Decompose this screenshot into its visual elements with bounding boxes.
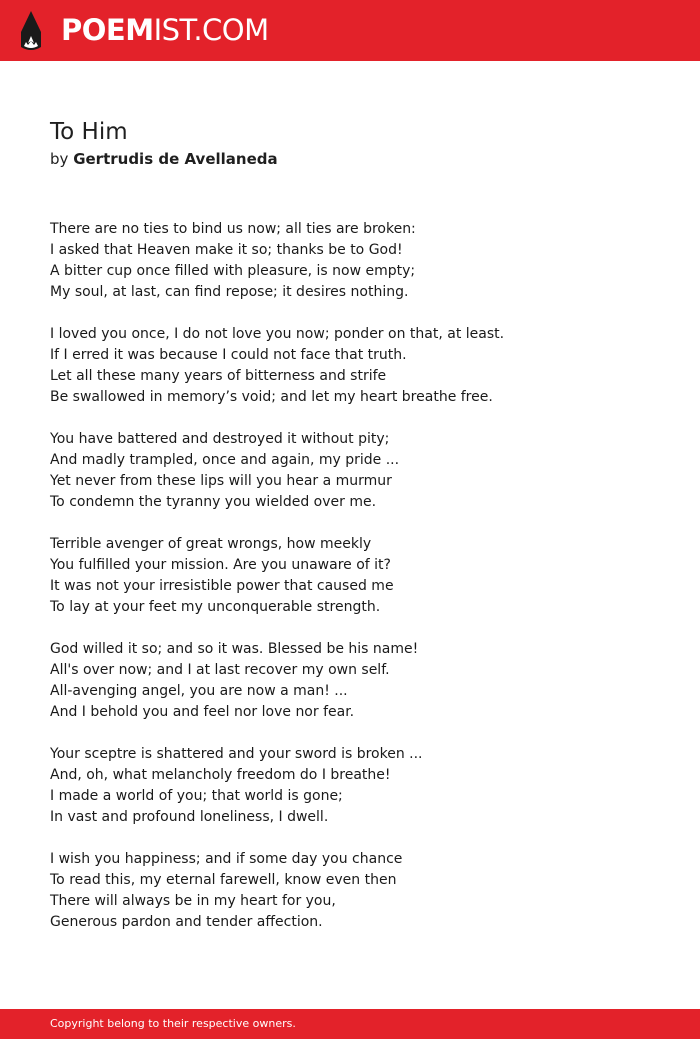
poem-title: To Him: [50, 119, 128, 145]
poem-line: In vast and profound loneliness, I dwell.: [50, 809, 329, 825]
poem-line: To lay at your feet my unconquerable strength.: [50, 599, 381, 615]
byline: [50, 149, 278, 169]
poem-line: You fulfilled your mission. Are you unaware of it?: [50, 557, 391, 573]
site-logo[interactable]: [61, 12, 269, 48]
stanza: [50, 639, 670, 723]
poem-line: Yet never from these lips will you hear a murmur: [50, 473, 392, 489]
poem-line: To condemn the tyranny you wielded over me.: [50, 494, 377, 510]
by-label: by: [50, 150, 69, 168]
poem-line: A bitter cup once filled with pleasure, is now empty;: [50, 263, 416, 279]
poem-line: To read this, my eternal farewell, know even then: [50, 872, 397, 888]
poem-line: I made a world of you; that world is gone;: [50, 788, 343, 804]
stanza: [50, 849, 670, 933]
poem-line: My soul, at last, can find repose; it desires nothing.: [50, 284, 409, 300]
copyright-text: Copyright belong to their respective owners.: [50, 1017, 296, 1030]
logo-text-bold: POEM: [61, 13, 154, 47]
logo-text-light: IST.COM: [153, 13, 269, 47]
poem-line: Let all these many years of bitterness and strife: [50, 368, 387, 384]
poem-body: [50, 219, 670, 954]
poem-line: I loved you once, I do not love you now; ponder on that, at least.: [50, 326, 505, 342]
pen-nib-icon: [18, 10, 44, 52]
poem-line: You have battered and destroyed it without pity;: [50, 431, 390, 447]
poem-line: If I erred it was because I could not face that truth.: [50, 347, 407, 363]
poem-line: It was not your irresistible power that caused me: [50, 578, 394, 594]
site-header: [0, 0, 700, 61]
poem-line: And, oh, what melancholy freedom do I breathe!: [50, 767, 391, 783]
stanza: [50, 219, 670, 303]
poem-line: And madly trampled, once and again, my pride ...: [50, 452, 400, 468]
poem-line: I wish you happiness; and if some day you chance: [50, 851, 403, 867]
stanza: [50, 429, 670, 513]
stanza: [50, 534, 670, 618]
stanza: [50, 324, 670, 408]
poem-line: Terrible avenger of great wrongs, how meekly: [50, 536, 372, 552]
poem-line: Your sceptre is shattered and your sword is broken ...: [50, 746, 423, 762]
poem-line: Generous pardon and tender affection.: [50, 914, 323, 930]
poem-line: All-avenging angel, you are now a man! ...: [50, 683, 348, 699]
site-footer: [0, 1009, 700, 1039]
poem-line: I asked that Heaven make it so; thanks be to God!: [50, 242, 403, 258]
stanza: [50, 744, 670, 828]
poem-line: All's over now; and I at last recover my own self.: [50, 662, 390, 678]
poem-line: Be swallowed in memory’s void; and let my heart breathe free.: [50, 389, 493, 405]
poem-line: And I behold you and feel nor love nor fear.: [50, 704, 355, 720]
poem-line: God willed it so; and so it was. Blessed be his name!: [50, 641, 419, 657]
poem-line: There are no ties to bind us now; all ties are broken:: [50, 221, 416, 237]
poem-line: There will always be in my heart for you,: [50, 893, 336, 909]
author-name: Gertrudis de Avellaneda: [73, 150, 278, 168]
